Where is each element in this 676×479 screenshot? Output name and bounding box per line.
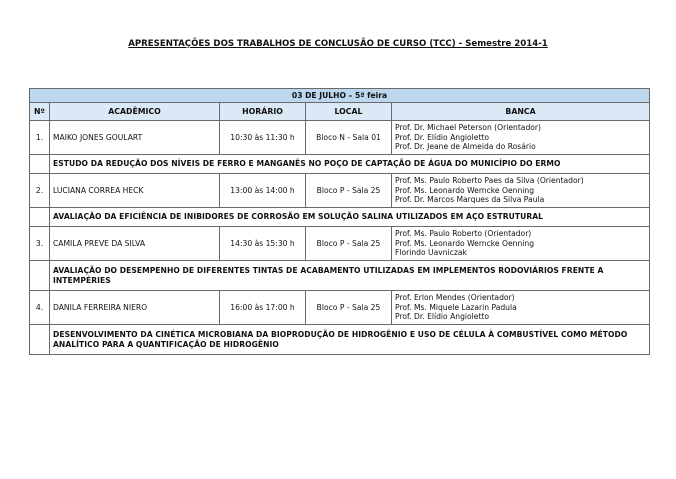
committee-member: Prof. Dr. Elídio Angioletto xyxy=(395,312,490,322)
committee-member: Prof. Dr. Jeane de Almeida do Rosário xyxy=(395,142,536,152)
time-cell: 13:00 às 14:00 h xyxy=(220,174,306,208)
thesis-spacer xyxy=(30,261,50,291)
row-number: 4. xyxy=(30,291,50,325)
committee-member: Prof. Dr. Elídio Angioletto xyxy=(395,132,490,142)
day-header: 03 DE JULHO – 5ª feira xyxy=(30,89,650,103)
committee-member: Prof. Ms. Leonardo Werncke Oenning xyxy=(395,185,535,195)
time-cell: 10:30 às 11:30 h xyxy=(220,121,306,155)
day-header-row xyxy=(30,89,650,103)
committee-cell xyxy=(392,174,650,208)
thesis-title: AVALIAÇÃO DO DESEMPENHO DE DIFERENTES TINTAS DE ACABAMENTO UTILIZADAS EM IMPLEMENTOS RODOVIÁRIOS FRENTE A INTEMPÉRIES xyxy=(50,261,650,291)
thesis-row xyxy=(30,325,650,355)
column-header-banca: BANCA xyxy=(392,103,650,121)
schedule-table xyxy=(29,88,650,355)
thesis-row xyxy=(30,261,650,291)
column-header-horario: HORÁRIO xyxy=(220,103,306,121)
student-name: LUCIANA CORREA HECK xyxy=(50,174,220,208)
document-title: APRESENTAÇÕES DOS TRABALHOS DE CONCLUSÃO DE CURSO (TCC) - Semestre 2014-1 xyxy=(128,39,548,49)
committee-member: Prof. Ms. Miquele Lazarin Padula xyxy=(395,302,517,312)
thesis-title: AVALIAÇÃO DA EFICIÊNCIA DE INIBIDORES DE CORROSÃO EM SOLUÇÃO SALINA UTILIZADOS EM AÇO ESTRUTURAL xyxy=(50,208,650,227)
student-name: DANILA FERREIRA NIERO xyxy=(50,291,220,325)
time-cell: 16:00 às 17:00 h xyxy=(220,291,306,325)
time-cell: 14:30 às 15:30 h xyxy=(220,227,306,261)
table-row xyxy=(30,174,650,208)
committee-member: Florindo Uavniczak xyxy=(395,248,467,258)
location-cell: Bloco P - Sala 25 xyxy=(306,174,392,208)
column-header-num: Nº xyxy=(30,103,50,121)
committee-cell xyxy=(392,227,650,261)
thesis-spacer xyxy=(30,155,50,174)
table-row xyxy=(30,291,650,325)
committee-member: Prof. Dr. Michael Peterson (Orientador) xyxy=(395,123,542,133)
location-cell: Bloco P - Sala 25 xyxy=(306,291,392,325)
committee-cell xyxy=(392,291,650,325)
column-header-row xyxy=(30,103,650,121)
committee-member: Prof. Ms. Paulo Roberto (Orientador) xyxy=(395,229,532,239)
student-name: MAIKO JONES GOULART xyxy=(50,121,220,155)
table-row xyxy=(30,121,650,155)
column-header-academico: ACADÊMICO xyxy=(50,103,220,121)
committee-member: Prof. Erlon Mendes (Orientador) xyxy=(395,293,515,303)
row-number: 3. xyxy=(30,227,50,261)
thesis-spacer xyxy=(30,208,50,227)
committee-member: Prof. Dr. Marcos Marques da Silva Paula xyxy=(395,195,545,205)
row-number: 1. xyxy=(30,121,50,155)
location-cell: Bloco N - Sala 01 xyxy=(306,121,392,155)
thesis-title: ESTUDO DA REDUÇÃO DOS NÍVEIS DE FERRO E MANGANÊS NO POÇO DE CAPTAÇÃO DE ÁGUA DO MUNICÍPIO DO ERMO xyxy=(50,155,650,174)
thesis-title: DESENVOLVIMENTO DA CINÉTICA MICROBIANA DA BIOPRODUÇÃO DE HIDROGÊNIO E USO DE CÉLULA À COMBUSTÍVEL COMO MÉTODO ANALÍTICO PARA A QUANTIFICAÇÃO DE HIDROGÊNIO xyxy=(50,325,650,355)
committee-cell xyxy=(392,121,650,155)
row-number: 2. xyxy=(30,174,50,208)
column-header-local: LOCAL xyxy=(306,103,392,121)
table-row xyxy=(30,227,650,261)
thesis-spacer xyxy=(30,325,50,355)
student-name: CAMILA PREVE DA SILVA xyxy=(50,227,220,261)
location-cell: Bloco P - Sala 25 xyxy=(306,227,392,261)
thesis-row xyxy=(30,208,650,227)
thesis-row xyxy=(30,155,650,174)
committee-member: Prof. Ms. Leonardo Werncke Oenning xyxy=(395,238,535,248)
committee-member: Prof. Ms. Paulo Roberto Paes da Silva (Orientador) xyxy=(395,176,584,186)
